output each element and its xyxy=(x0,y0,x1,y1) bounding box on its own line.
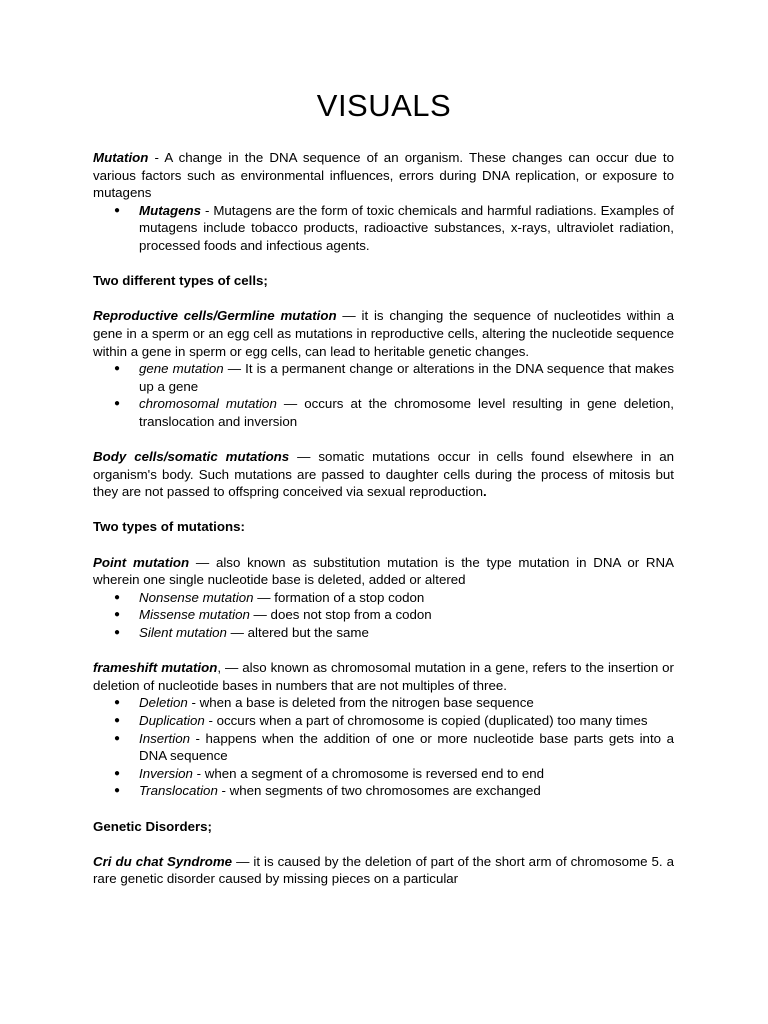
section-heading-disorders: Genetic Disorders; xyxy=(93,818,212,834)
point-mutation-list xyxy=(93,589,674,642)
mutation-definition: Mutation - A change in the DNA sequence of an organism. These changes can occur due to various factors such as environmental influences, errors during DNA replication, or exposure to mutagens xyxy=(93,150,674,201)
list-item: ● Insertion - happens when the addition of one or more nucleotide base parts gets into a DNA sequence xyxy=(93,730,674,765)
list-item: ● gene mutation — It is a permanent change or alterations in the DNA sequence that makes up a gene xyxy=(93,360,674,395)
list-item: ● Silent mutation — altered but the same xyxy=(93,624,674,642)
list-item: ● Mutagens - Mutagens are the form of toxic chemicals and harmful radiations. Examples of mutagens include tobacco products, radioactive substances, x-rays, ultraviolet radiation, processed foods and infectious agents. xyxy=(93,202,674,255)
list-item: ● Duplication - occurs when a part of chromosome is copied (duplicated) too many times xyxy=(93,712,674,730)
somatic-paragraph: Body cells/somatic mutations — somatic mutations occur in cells found elsewhere in an organism's body. Such mutations are passed to daughter cells during the process of mitosis but they are not passed to offspring conceived via sexual reproduction. xyxy=(93,449,674,500)
reproductive-list xyxy=(93,360,674,430)
mutagens-list xyxy=(93,202,674,255)
page-title: VISUALS xyxy=(316,88,452,123)
cri-du-chat-paragraph: Cri du chat Syndrome — it is caused by the deletion of part of the short arm of chromosome 5. a rare genetic disorder caused by missing pieces on a particular xyxy=(93,853,674,887)
document-body xyxy=(93,149,674,888)
term-mutation: Mutation xyxy=(93,150,149,165)
point-mutation-paragraph: Point mutation — also known as substitution mutation is the type mutation in DNA or RNA wherein one single nucleotide base is deleted, added or altered xyxy=(93,554,674,588)
reproductive-paragraph: Reproductive cells/Germline mutation — it is changing the sequence of nucleotides within a gene in a sperm or an egg cell as mutations in reproductive cells, altering the nucleotide sequence within a gene in sperm or egg cells, can lead to heritable genetic changes. xyxy=(93,308,674,359)
section-heading-cells: Two different types of cells; xyxy=(93,273,268,289)
list-item: ● Inversion - when a segment of a chromosome is reversed end to end xyxy=(93,765,674,783)
list-item: ● chromosomal mutation — occurs at the chromosome level resulting in gene deletion, translocation and inversion xyxy=(93,395,674,430)
list-item: ● Translocation - when segments of two chromosomes are exchanged xyxy=(93,782,674,800)
frameshift-paragraph: frameshift mutation, — also known as chromosomal mutation in a gene, refers to the insertion or deletion of nucleotide bases in numbers that are not multiples of three. xyxy=(93,660,674,693)
list-item: ● Deletion - when a base is deleted from the nitrogen base sequence xyxy=(93,694,674,712)
frameshift-list xyxy=(93,694,674,800)
list-item: ● Nonsense mutation — formation of a stop codon xyxy=(93,589,674,607)
list-item: ● Missense mutation — does not stop from a codon xyxy=(93,606,674,624)
section-heading-mutations: Two types of mutations: xyxy=(93,519,245,535)
